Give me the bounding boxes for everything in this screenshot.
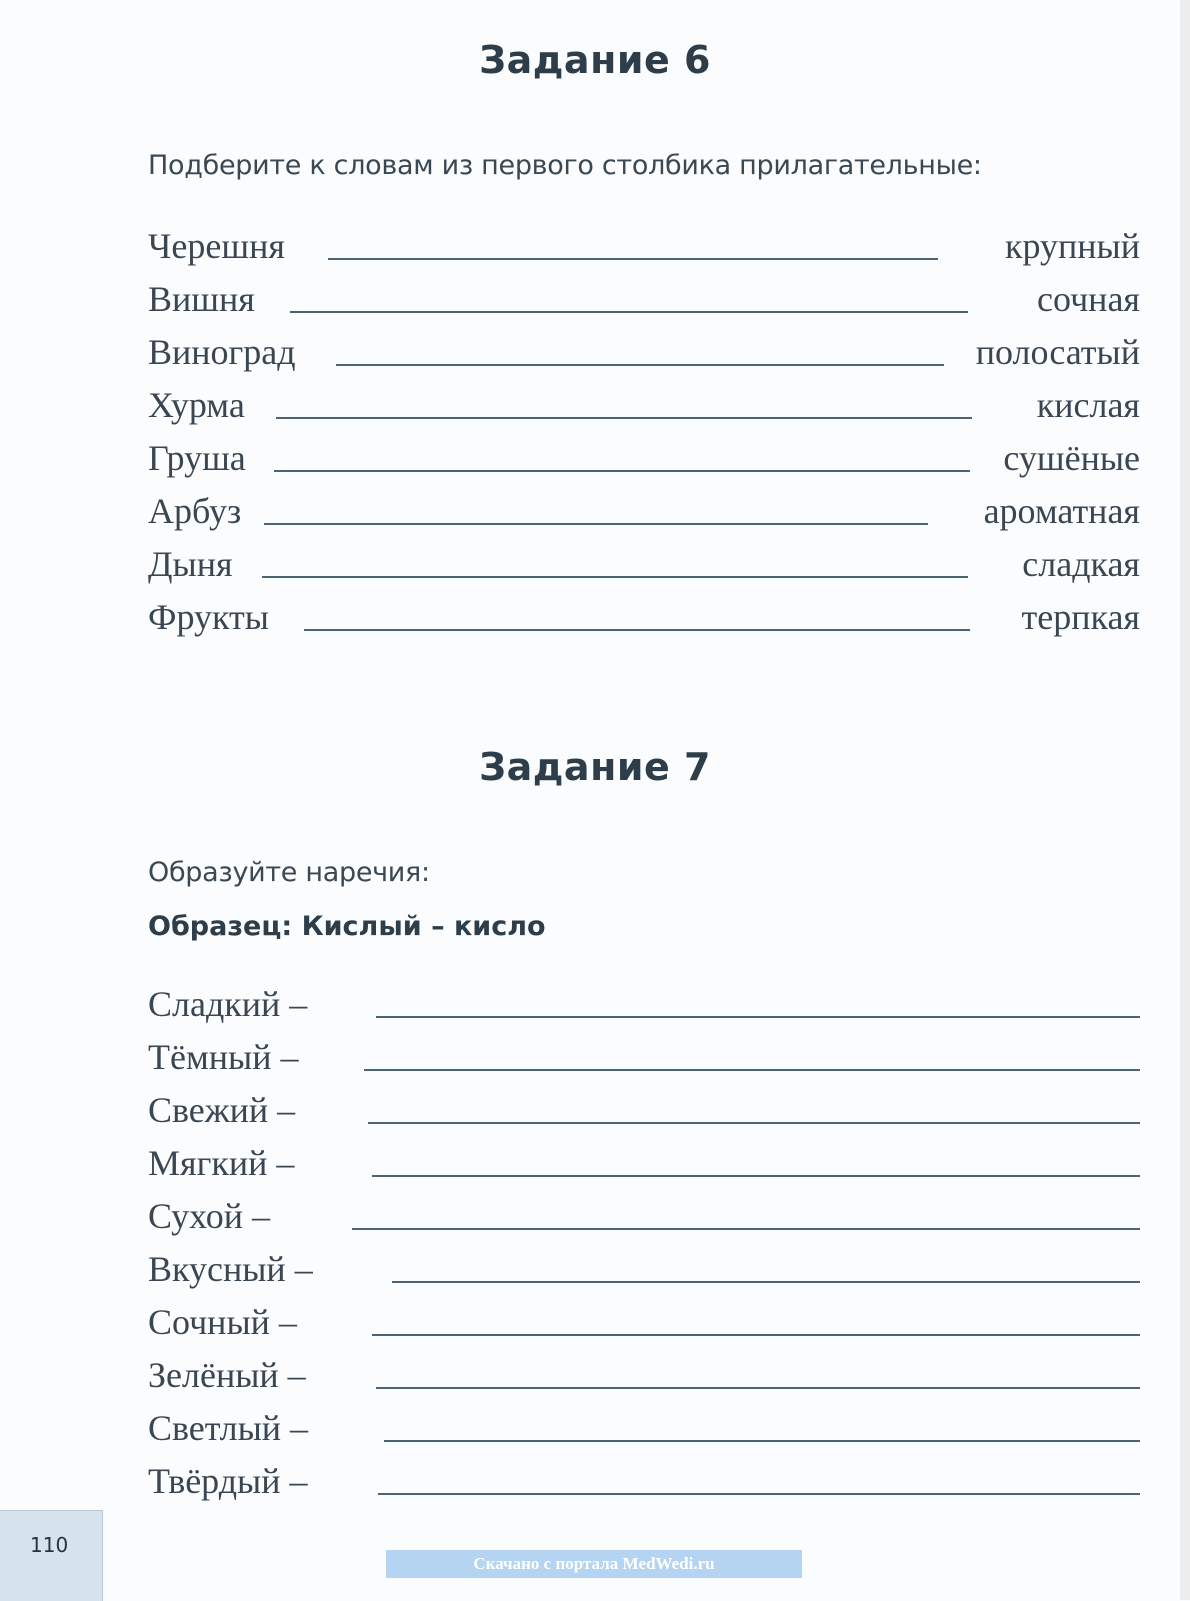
task7-word: Твёрдый – bbox=[148, 1461, 308, 1501]
watermark-banner: Скачано с портала MedWedi.ru bbox=[386, 1550, 802, 1578]
answer-line[interactable] bbox=[378, 1493, 1140, 1495]
answer-line[interactable] bbox=[372, 1175, 1140, 1177]
page-number-box bbox=[0, 1510, 103, 1601]
task7-word: Светлый – bbox=[148, 1408, 309, 1448]
answer-line[interactable] bbox=[392, 1281, 1140, 1283]
task7-row bbox=[148, 1186, 1140, 1234]
task7-word: Зелёный – bbox=[148, 1355, 306, 1395]
task6-title: Задание 6 bbox=[479, 38, 711, 82]
answer-line[interactable] bbox=[274, 470, 970, 472]
answer-line[interactable] bbox=[264, 523, 928, 525]
task6-adjective: полосатый bbox=[975, 332, 1140, 372]
task6-adjective: сушёные bbox=[1003, 438, 1140, 478]
task6-row bbox=[148, 534, 1140, 582]
task7-word: Сладкий – bbox=[148, 984, 308, 1024]
answer-line[interactable] bbox=[384, 1440, 1140, 1442]
answer-line[interactable] bbox=[336, 364, 944, 366]
answer-line[interactable] bbox=[304, 629, 970, 631]
task6-noun: Арбуз bbox=[148, 491, 242, 531]
task7-word: Сочный – bbox=[148, 1302, 297, 1342]
task6-row bbox=[148, 216, 1140, 264]
task6-row bbox=[148, 322, 1140, 370]
task7-sample: Образец: Кислый – кисло bbox=[148, 911, 546, 942]
task6-row bbox=[148, 375, 1140, 423]
answer-line[interactable] bbox=[328, 258, 938, 260]
answer-line[interactable] bbox=[276, 417, 972, 419]
page-number: 110 bbox=[30, 1533, 69, 1557]
task7-word: Тёмный – bbox=[148, 1037, 299, 1077]
answer-line[interactable] bbox=[376, 1016, 1140, 1018]
task7-row bbox=[148, 1133, 1140, 1181]
task7-row bbox=[148, 1398, 1140, 1446]
task6-noun: Вишня bbox=[148, 279, 255, 319]
answer-line[interactable] bbox=[372, 1334, 1140, 1336]
task6-adjective: ароматная bbox=[983, 491, 1140, 531]
task6-row bbox=[148, 481, 1140, 529]
task7-word: Вкусный – bbox=[148, 1249, 313, 1289]
answer-line[interactable] bbox=[376, 1387, 1140, 1389]
task6-adjective: терпкая bbox=[1021, 597, 1140, 637]
task6-adjective: сладкая bbox=[1022, 544, 1140, 584]
answer-line[interactable] bbox=[364, 1069, 1140, 1071]
task7-word: Сухой – bbox=[148, 1196, 271, 1236]
task6-noun: Виноград bbox=[148, 332, 296, 372]
task7-row bbox=[148, 1292, 1140, 1340]
task7-title: Задание 7 bbox=[479, 745, 711, 789]
answer-line[interactable] bbox=[368, 1122, 1140, 1124]
task7-row bbox=[148, 974, 1140, 1022]
task6-noun: Груша bbox=[148, 438, 246, 478]
task6-noun: Дыня bbox=[148, 544, 233, 584]
task7-row bbox=[148, 1345, 1140, 1393]
task7-word: Мягкий – bbox=[148, 1143, 295, 1183]
task7-row bbox=[148, 1027, 1140, 1075]
task6-instruction: Подберите к словам из первого столбика прилагательные: bbox=[148, 150, 982, 181]
task7-row bbox=[148, 1239, 1140, 1287]
task6-noun: Черешня bbox=[148, 226, 285, 266]
task6-row bbox=[148, 428, 1140, 476]
task6-row bbox=[148, 269, 1140, 317]
task7-row bbox=[148, 1451, 1140, 1499]
task7-word: Свежий – bbox=[148, 1090, 296, 1130]
task7-instruction: Образуйте наречия: bbox=[148, 857, 430, 888]
page-edge bbox=[1180, 0, 1190, 1600]
task6-adjective: сочная bbox=[1037, 279, 1140, 319]
answer-line[interactable] bbox=[352, 1228, 1140, 1230]
task6-noun: Хурма bbox=[148, 385, 245, 425]
task6-adjective: кислая bbox=[1036, 385, 1140, 425]
task6-adjective: крупный bbox=[1005, 226, 1140, 266]
task6-noun: Фрукты bbox=[148, 597, 269, 637]
task6-row bbox=[148, 587, 1140, 635]
task7-row bbox=[148, 1080, 1140, 1128]
answer-line[interactable] bbox=[290, 311, 968, 313]
answer-line[interactable] bbox=[262, 576, 968, 578]
